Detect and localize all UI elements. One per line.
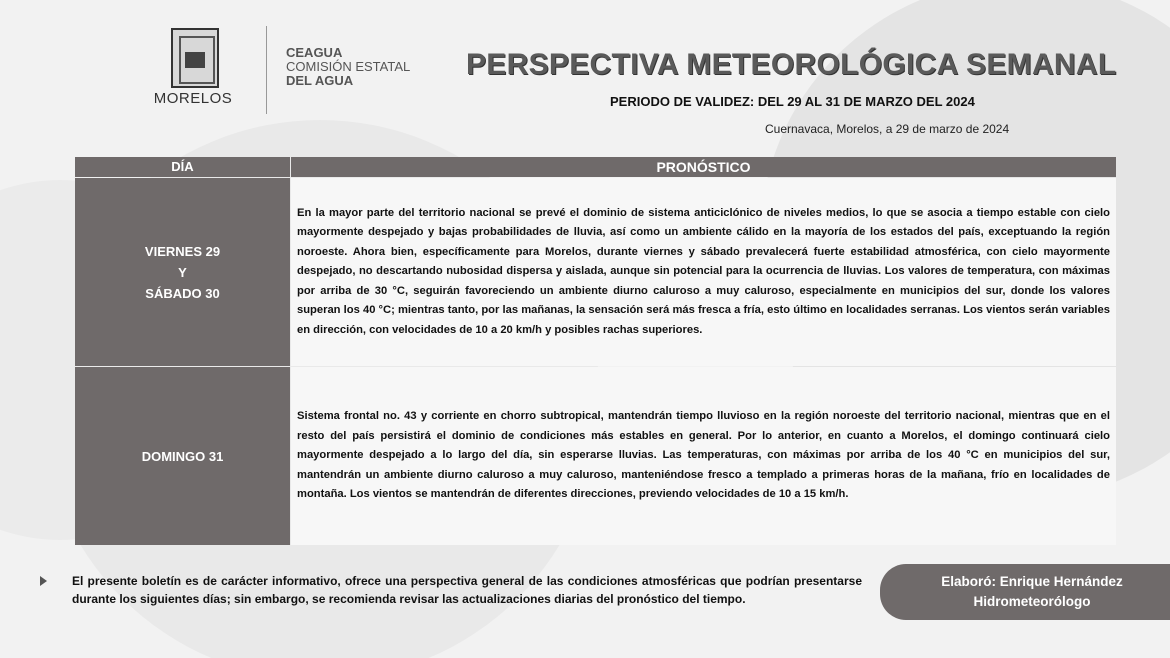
column-header-forecast: PRONÓSTICO bbox=[291, 157, 1116, 177]
morelos-emblem-icon bbox=[171, 28, 219, 88]
place-date: Cuernavaca, Morelos, a 29 de marzo de 2024 bbox=[765, 122, 1010, 136]
day-cell bbox=[75, 367, 290, 545]
org-line-2: COMISIÓN ESTATAL bbox=[286, 59, 411, 74]
morelos-logo bbox=[150, 26, 233, 112]
org-line-3: DEL AGUA bbox=[286, 73, 354, 88]
day-label: SÁBADO 30 bbox=[145, 285, 220, 301]
column-header-day: DÍA bbox=[75, 157, 290, 177]
author-badge bbox=[880, 564, 1170, 620]
org-line-1: CEAGUA bbox=[286, 45, 343, 60]
forecast-cell bbox=[291, 367, 1116, 545]
logo-label: MORELOS bbox=[153, 90, 233, 107]
forecast-text: En la mayor parte del territorio nacional se prevé el dominio de sistema anticiclónico de niveles medios, lo que se asocia a tiempo estable con cielo mayormente despejado y bajas probabilidades de lluvia, así como un ambiente cálido en la mayoría de los estados del país, exceptuando la región noroeste. Ahora bien, específicamente para Morelos, durante viernes y sábado prevalecerá fuerte estabilidad atmosférica, con cielo mayormente despejado, no descartando nubosidad dispersa y aislada, aunque sin potencial para la ocurrencia de lluvias. Los valores de temperatura, con máximas por arriba de 30 °C, seguirán favoreciendo un ambiente diurno caluroso a muy caluroso, especialmente en municipios del sur, donde los valores superan los 40 °C; mientras tanto, por las mañanas, la sensación será más fresca a fría, esto último en localidades serranas. Los vientos serán variables en dirección, con velocidades de 10 a 20 km/h y posibles rachas superiores. bbox=[297, 206, 1110, 336]
day-label: DOMINGO 31 bbox=[141, 448, 224, 464]
validity-period: PERIODO DE VALIDEZ: DEL 29 AL 31 DE MARZO DEL 2024 bbox=[610, 94, 975, 109]
disclaimer-text: El presente boletín es de carácter informativo, ofrece una perspectiva general de las condiciones atmosféricas que podrían presentarse durante los siguientes días; sin embargo, se recomienda revisar las actualizaciones diarias del pronóstico del tiempo. bbox=[72, 574, 862, 606]
bullet-arrow-icon bbox=[40, 576, 47, 586]
day-cell bbox=[75, 178, 290, 366]
day-label: Y bbox=[178, 264, 187, 280]
day-label: VIERNES 29 bbox=[144, 243, 221, 259]
ceagua-logo bbox=[286, 46, 410, 88]
forecast-text: Sistema frontal no. 43 y corriente en chorro subtropical, mantendrán tiempo lluvioso en la región noroeste del territorio nacional, mientras que en el resto del país persistirá el dominio de condiciones más estables en general. Por lo anterior, en cuanto a Morelos, el domingo continuará cielo mayormente despejado a lo largo del día, sin esperarse lluvias. Las temperaturas, con máximas por arriba de los 40 °C en municipios del sur, mantendrán un ambiente diurno caluroso a muy caluroso, manteniéndose fresco a templado a primeras horas de la mañana, frío en localidades de montaña. Los vientos se mantendrán de diferentes direcciones, previendo velocidades de 10 a 15 km/h. bbox=[297, 410, 1110, 501]
page-title: PERSPECTIVA METEOROLÓGICA SEMANAL bbox=[466, 48, 1117, 81]
header-divider bbox=[266, 26, 267, 114]
forecast-cell bbox=[291, 178, 1116, 366]
author-name: Elaboró: Enrique Hernández bbox=[941, 574, 1123, 589]
author-role: Hidrometeorólogo bbox=[973, 594, 1091, 609]
